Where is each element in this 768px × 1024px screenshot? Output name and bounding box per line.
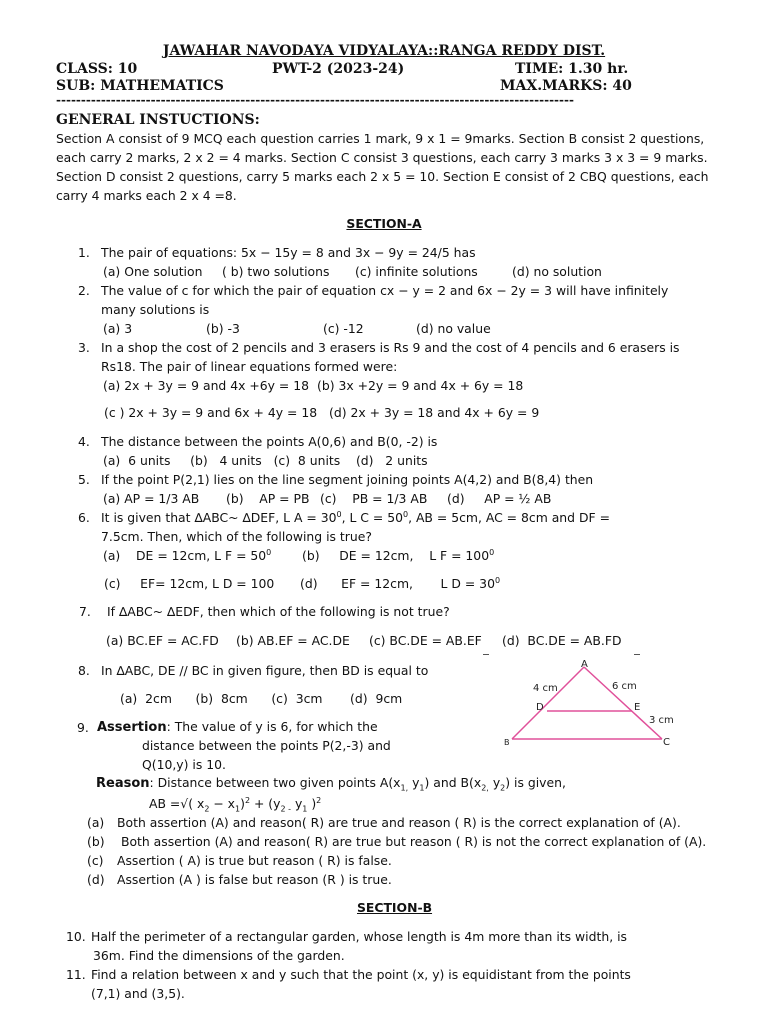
vertex-b-label: B: [504, 738, 510, 747]
option-a: (a) 3: [103, 321, 133, 336]
option-a: (a) BC.EF = AC.FD: [106, 633, 219, 648]
vertex-e-label: E: [634, 702, 641, 713]
max-marks-label: MAX.MARKS: 40: [500, 78, 632, 94]
question-text: Find a relation between x and y such that the point (x, y) is equidistant from the points: [91, 967, 631, 982]
section-a-title: SECTION-A: [346, 216, 422, 231]
option-d: (d) 2x + 3y = 18 and 4x + 6y = 9: [329, 405, 540, 420]
option-d: (d) BC.DE = AB.FD: [502, 633, 622, 648]
option-c: (c) infinite solutions: [355, 264, 478, 279]
option-label: (d): [87, 872, 105, 887]
option-b: (b) DE = 12cm, L $F = 100^0$: [302, 547, 495, 563]
question-text: many solutions is: [101, 302, 210, 317]
length-ae-label: 6 cm: [612, 681, 637, 692]
question-text: The pair of equations: 5x − 15y = 8 and 3x − 9y = 24/5 has: [101, 245, 476, 260]
school-title: JAWAHAR NAVODAYA VIDYALAYA::RANGA REDDY DIST.: [162, 43, 606, 59]
option-d: (d) no value: [416, 321, 491, 336]
question-number: 5.: [78, 472, 90, 487]
class-label: CLASS: 10: [56, 61, 138, 77]
reason-line: Reason: Distance between two given points $A(x_{1,}$ $y_1$) and $B(x_{2,}$ $y_2$) is given,: [96, 775, 566, 793]
question-number: 11.: [66, 967, 86, 982]
question-text: If the point P(2,1) lies on the line segment joining points A(4,2) and B(8,4) then: [101, 472, 594, 487]
options-row: (a) 6 units (b) 4 units (c) 8 units (d) 2 units: [103, 453, 428, 468]
instructions-title: GENERAL INSTUCTIONS:: [56, 112, 260, 128]
question-number: 6.: [78, 510, 90, 525]
distance-formula: AB =√( $x_2 - x_1)^2 + (y_{2 -}$ $y_1$ )$^2$: [149, 795, 322, 814]
exam-label: PWT-2 (2023-24): [272, 61, 405, 77]
options-row: (a) 2cm (b) 8cm (c) 3cm (d) 9cm: [120, 691, 403, 706]
option-a: (a) 2x + 3y = 9 and 4x +6y = 18: [103, 378, 310, 393]
option-label: (a): [87, 815, 105, 830]
divider: --------------------------------------------------------------------------------------------------------: [56, 93, 574, 107]
question-text: The distance between the points A(0,6) and B(0, -2) is: [101, 434, 438, 449]
option-label: (c): [87, 853, 104, 868]
instructions-line: Section D consist 2 questions, carry 5 marks each 2 x 5 = 10. Section E consist of 2 CBQ questions, each: [56, 169, 709, 184]
question-number: 2.: [78, 283, 90, 298]
time-label: TIME: 1.30 hr.: [515, 61, 629, 77]
instructions-line: Section A consist of 9 MCQ each question carries 1 mark, 9 x 1 = 9marks. Section B consist 2 questions,: [56, 131, 705, 146]
length-ec-label: 3 cm: [649, 715, 674, 726]
question-text: If ∆ABC~ ∆EDF, then which of the following is not true?: [107, 604, 450, 619]
question-text: Half the perimeter of a rectangular garden, whose length is 4m more than its width, is: [91, 929, 627, 944]
option-text: Assertion ( A) is true but reason ( R) is false.: [117, 853, 392, 868]
option-c: (c ) 2x + 3y = 9 and 6x + 4y = 18: [104, 405, 318, 420]
option-b: (b) -3: [206, 321, 240, 336]
option-text: Both assertion (A) and reason( R) are true and reason ( R) is the correct explanation of (A).: [117, 815, 681, 830]
question-number: 8.: [78, 663, 90, 678]
question-text: It is given that ∆ABC~ ∆DEF, L $A = 30^0$, L $C = 50^0$, AB = 5cm, AC = 8cm and DF =: [101, 509, 610, 525]
option-d: (d) EF = 12cm, L $D = 30^0$: [300, 575, 501, 591]
triangle-figure: [500, 655, 690, 750]
question-text: The value of c for which the pair of equation cx − y = 2 and 6x − 2y = 3 will have infinitely: [101, 283, 669, 298]
question-text: In ∆ABC, DE // BC in given figure, then BD is equal to: [101, 663, 429, 678]
assertion-line: Q(10,y) is 10.: [142, 757, 226, 772]
option-a: (a) AP = 1/3 AB: [103, 491, 200, 506]
length-ad-label: 4 cm: [533, 683, 558, 694]
option-d: (d) AP = ½ AB: [447, 491, 552, 506]
vertex-c-label: C: [663, 737, 670, 748]
option-text: Both assertion (A) and reason( R) are true but reason ( R) is not the correct explanation of (A).: [117, 834, 707, 849]
question-text: In a shop the cost of 2 pencils and 3 erasers is Rs 9 and the cost of 4 pencils and 6 erasers is: [101, 340, 680, 355]
option-c: (c) EF= 12cm, L D = 100: [104, 576, 275, 591]
question-number: 10.: [66, 929, 86, 944]
option-c: (c) PB = 1/3 AB: [320, 491, 428, 506]
option-a: (a) One solution: [103, 264, 203, 279]
option-b: (b) AP = PB: [226, 491, 310, 506]
option-b: (b) AB.EF = AC.DE: [236, 633, 350, 648]
figure-mark: [483, 654, 489, 655]
assertion-line: distance between the points P(2,-3) and: [142, 738, 391, 753]
instructions-line: carry 4 marks each 2 x 4 =8.: [56, 188, 237, 203]
option-c: (c) -12: [323, 321, 364, 336]
option-d: (d) no solution: [512, 264, 602, 279]
question-text: (7,1) and (3,5).: [91, 986, 185, 1001]
option-label: (b): [87, 834, 105, 849]
question-number: 3.: [78, 340, 90, 355]
instructions-line: each carry 2 marks, 2 x 2 = 4 marks. Section C consist 3 questions, each carry 3 marks 3 x 3 = 9 marks.: [56, 150, 708, 165]
question-number: 7.: [79, 604, 91, 619]
side-ac: [584, 667, 662, 739]
question-number: 1.: [78, 245, 90, 260]
option-a: (a) DE = 12cm, L $F = 50^0$: [103, 547, 272, 563]
question-text: 36m. Find the dimensions of the garden.: [93, 948, 345, 963]
question-text: 7.5cm. Then, which of the following is true?: [101, 529, 372, 544]
question-number: 9.: [77, 720, 89, 735]
option-b: (b) 3x +2y = 9 and 4x + 6y = 18: [317, 378, 524, 393]
option-c: (c) BC.DE = AB.EF: [369, 633, 482, 648]
question-number: 4.: [78, 434, 90, 449]
assertion-line: Assertion: The value of y is 6, for which the: [97, 719, 378, 735]
option-text: Assertion (A ) is false but reason (R ) is true.: [117, 872, 392, 887]
vertex-d-label: D: [536, 702, 544, 713]
subject-label: SUB: MATHEMATICS: [56, 78, 224, 94]
question-text: Rs18. The pair of linear equations formed were:: [101, 359, 398, 374]
vertex-a-label: A: [581, 659, 588, 670]
section-b-title: SECTION-B: [357, 900, 433, 915]
option-b: ( b) two solutions: [222, 264, 330, 279]
side-ab: [512, 667, 584, 739]
